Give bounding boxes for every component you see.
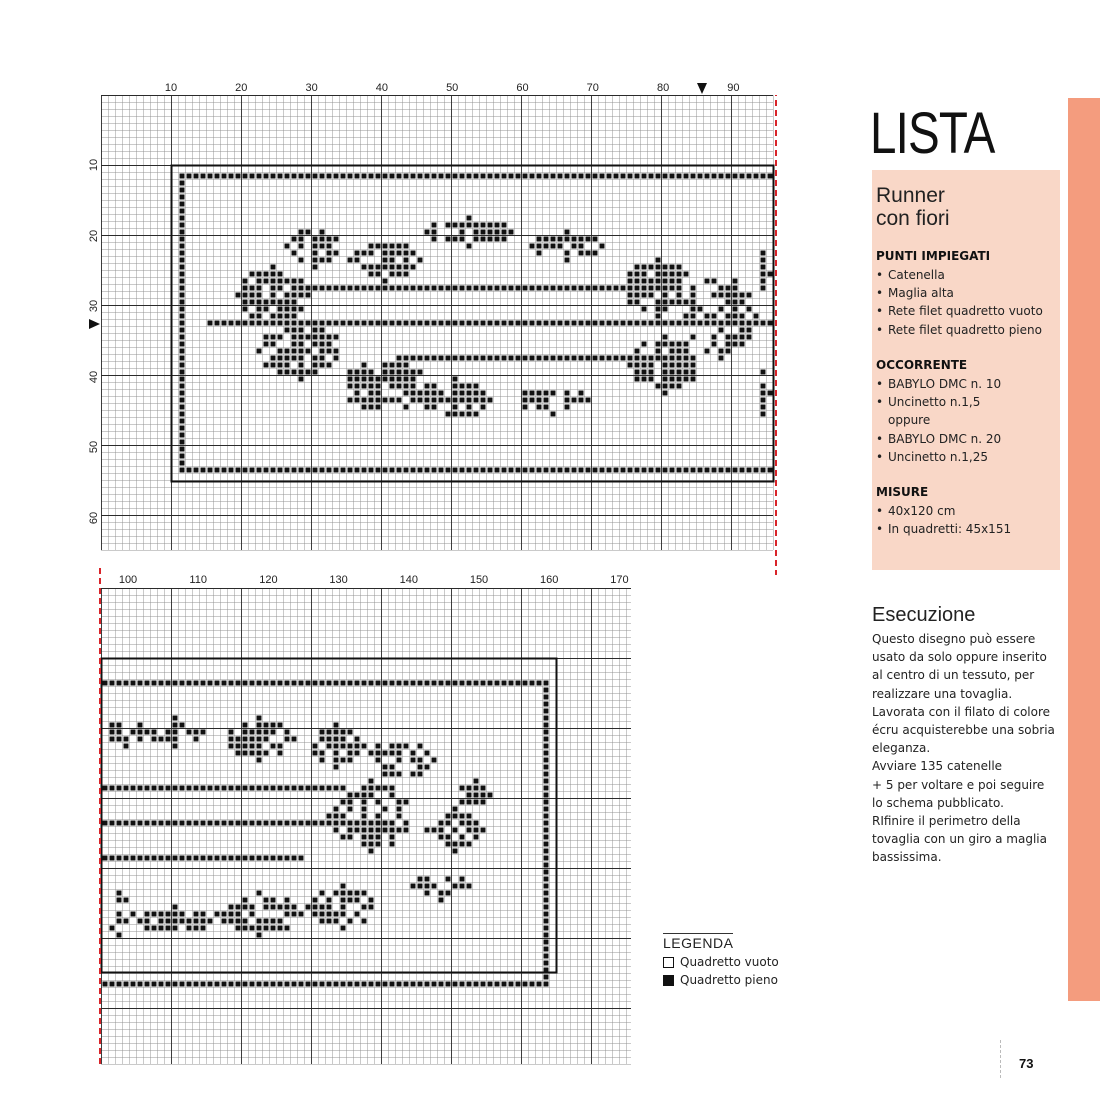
column-number-label: 130 — [329, 574, 348, 586]
row-number-label: 20 — [88, 229, 100, 242]
column-number-label: 120 — [259, 574, 278, 586]
column-number-label: 70 — [586, 82, 599, 94]
column-number-label: 80 — [656, 82, 670, 94]
list-item: • BABYLO DMC n. 20 — [876, 431, 1002, 446]
subtitle-line-2: con fiori — [876, 207, 950, 230]
execution-line: bassissima. — [872, 850, 942, 865]
row-number-label: 60 — [88, 511, 100, 524]
column-number-label: 110 — [189, 574, 207, 586]
execution-text — [872, 630, 1062, 867]
execution-line: + 5 per voltare e poi seguire — [872, 777, 1045, 792]
list-item: • BABYLO DMC n. 10 — [876, 377, 1002, 391]
column-number-label: 150 — [469, 574, 489, 586]
list-item: • Uncinetto n.1,25 — [876, 449, 989, 464]
execution-line: écru acquisterebbe una sobria — [872, 723, 1055, 738]
list-item: • Maglia alta — [876, 286, 954, 301]
list-item: • Catenella — [876, 268, 945, 282]
column-number-label: 140 — [399, 574, 418, 586]
legend — [663, 933, 779, 987]
list-item: • 40x120 cm — [876, 504, 956, 518]
legend-label-empty: Quadretto vuoto — [680, 955, 779, 969]
list-item: • Rete filet quadretto pieno — [876, 322, 1042, 337]
empty-square-icon — [663, 957, 674, 968]
execution-line: RIfinire il perimetro della — [872, 814, 1021, 829]
filled-square-icon — [663, 975, 674, 986]
column-number-label: 50 — [446, 82, 459, 94]
filet-chart-top — [101, 95, 778, 575]
page-title: LISTA — [870, 101, 995, 166]
column-center-marker — [697, 83, 707, 94]
filet-chart-bottom — [99, 568, 631, 1068]
row-center-marker — [89, 319, 100, 329]
execution-line: al centro di un tessuto, per — [872, 668, 1035, 683]
column-number-label: 170 — [610, 574, 629, 586]
execution-line: eleganza. — [872, 741, 931, 756]
column-number-label: 10 — [164, 82, 178, 94]
subtitle-line-1: Runner — [876, 184, 945, 207]
info-box — [872, 170, 1060, 570]
legend-item-full — [663, 973, 779, 987]
execution-line: realizzare una tovaglia. — [872, 686, 1013, 701]
page-divider — [1000, 1040, 1001, 1078]
column-number-label: 60 — [516, 82, 529, 94]
filled-cells-top — [180, 174, 773, 473]
list-item: oppure — [888, 413, 931, 428]
page-number: 73 — [1019, 1056, 1034, 1071]
occorrente-heading: OCCORRENTE — [876, 358, 968, 372]
punti-heading: PUNTI IMPIEGATI — [876, 249, 991, 263]
column-number-label: 20 — [235, 82, 248, 94]
list-item: • Uncinetto n.1,5 — [876, 395, 981, 410]
execution-line: Avviare 135 catenelle — [872, 759, 1003, 774]
execution-heading: Esecuzione — [872, 604, 976, 626]
row-number-label: 10 — [88, 158, 100, 172]
chart-bottom-grid — [99, 568, 631, 1068]
legend-item-empty — [663, 955, 779, 969]
column-number-label: 40 — [375, 82, 389, 94]
list-item: • In quadretti: 45x151 — [876, 522, 1012, 537]
execution-line: Questo disegno può essere — [872, 632, 1036, 646]
chart-top-grid — [101, 95, 778, 575]
execution-line: Lavorata con il filato di colore — [872, 704, 1051, 719]
column-number-label: 160 — [540, 574, 559, 586]
legend-title: LEGENDA — [663, 935, 734, 951]
legend-label-full: Quadretto pieno — [680, 973, 778, 987]
accent-side-bar — [1068, 98, 1100, 1001]
execution-line: tovaglia con un giro a maglia — [872, 832, 1047, 847]
execution-line: lo schema pubblicato. — [872, 795, 1004, 810]
misure-heading: MISURE — [876, 485, 929, 499]
occorrente-list — [876, 375, 1001, 466]
execution-line: usato da solo oppure inserito — [872, 650, 1047, 665]
row-number-label: 50 — [88, 440, 100, 454]
column-number-label: 30 — [305, 82, 318, 94]
punti-list — [876, 266, 1043, 339]
subtitle — [876, 184, 950, 230]
column-number-label: 100 — [118, 574, 138, 586]
column-number-label: 90 — [727, 82, 740, 94]
misure-list — [876, 502, 1011, 538]
row-number-label: 30 — [88, 299, 100, 313]
row-number-label: 40 — [88, 370, 100, 383]
list-item: • Rete filet quadretto vuoto — [876, 304, 1043, 319]
